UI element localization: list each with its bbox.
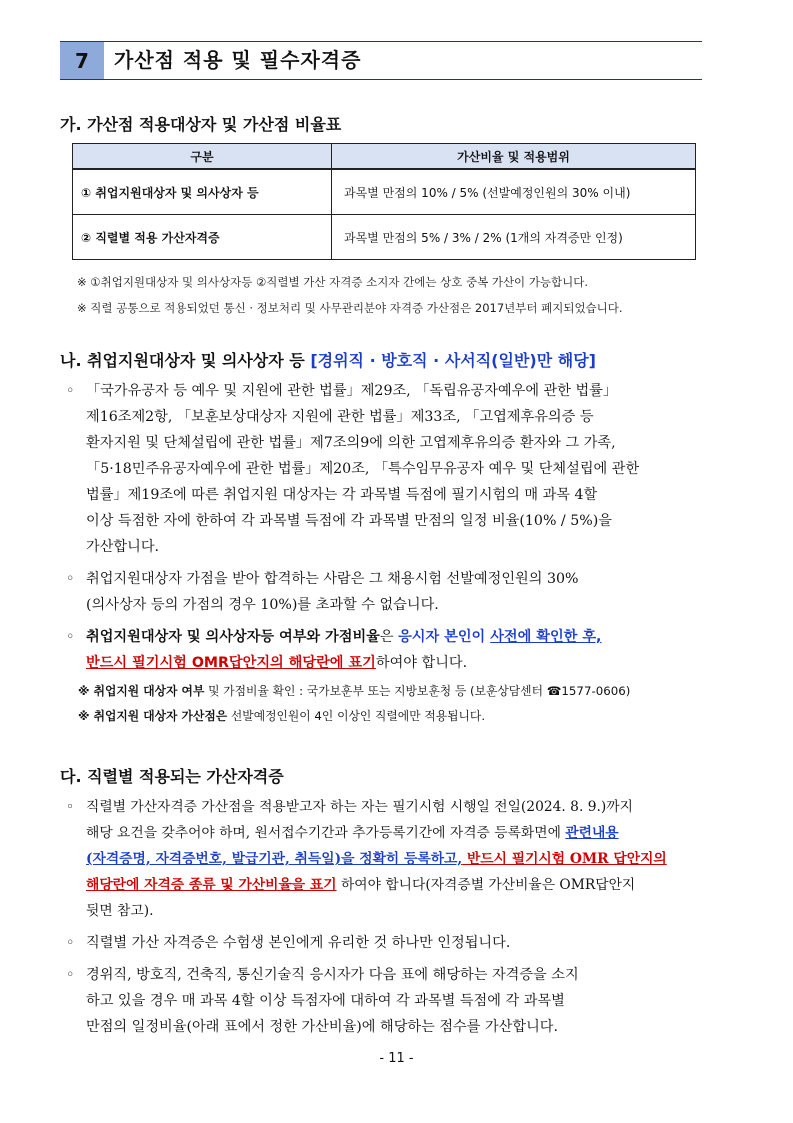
emphasis-blue-underline: 관련내용 — [565, 825, 619, 841]
text-line: 뒷면 참고). — [86, 903, 154, 919]
text-fragment: 하여야 합니다. — [375, 655, 468, 671]
text-line: 취업지원대상자 가점을 받아 합격하는 사람은 그 채용시험 선발예정인원의 30% — [86, 571, 579, 587]
text-line: 법률」제19조에 따른 취업지원 대상자는 각 과목별 득점에 필기시험의 매 과목 4할 — [86, 487, 598, 503]
part-c-paragraph-2 — [66, 930, 702, 956]
part-b-heading — [60, 348, 596, 371]
section-title: 가산점 적용 및 필수자격증 — [114, 48, 362, 72]
bullet: ◦ — [66, 799, 75, 815]
table-row — [73, 215, 696, 260]
emphasis-red-underline: 반드시 필기시험 OMR답안지의 해당란에 표기 — [86, 655, 376, 671]
paragraph-text — [86, 624, 702, 676]
text-fragment: 해당 요건을 갖추어야 하며, 원서접수기간과 추가등록기간에 자격증 등록화면에 — [86, 825, 566, 841]
table-header-row — [73, 144, 696, 170]
emphasis-blue-underline: 사전에 확인한 후, — [490, 629, 602, 645]
bonus-rate-table — [72, 143, 696, 260]
text-fragment: 은 — [379, 629, 399, 645]
text-line — [86, 846, 702, 872]
table-cell: 과목별 만점의 10% / 5% (선발예정인원의 30% 이내) — [332, 169, 696, 215]
paragraph-text: 직렬별 가산 자격증은 수험생 본인에게 유리한 것 하나만 인정됩니다. — [86, 935, 511, 951]
text-line: 만점의 일정비율(아래 표에서 정한 가산비율)에 해당하는 점수를 가산합니다. — [86, 1019, 559, 1035]
text-line — [86, 650, 702, 676]
paragraph-text — [86, 566, 702, 618]
text-line — [86, 624, 702, 650]
text-line: 하고 있을 경우 매 과목 4할 이상 득점자에 대하여 각 과목별 득점에 각 과목별 — [86, 993, 565, 1009]
emphasis-red-underline: 반드시 필기시험 OMR 답안지의 — [462, 851, 667, 867]
part-b-heading-text: 나. 취업지원대상자 및 의사상자 등 — [60, 351, 305, 370]
table-header-rate: 가산비율 및 적용범위 — [332, 144, 696, 170]
part-b-paragraph-1 — [66, 378, 702, 560]
part-b-note-2 — [78, 707, 485, 724]
emphasis-red-underline: 해당란에 자격증 종류 및 가산비율을 표기 — [86, 877, 337, 893]
note-bold: ※ 취업지원 대상자 가산점은 — [78, 709, 228, 723]
part-c-paragraph-1 — [66, 794, 702, 924]
bullet: ◦ — [66, 935, 75, 951]
table-note: ※ ①취업지원대상자 및 의사상자등 ②직렬별 가산 자격증 소지자 간에는 상호 중복 가산이 가능합니다. — [77, 275, 589, 289]
part-c-heading: 다. 직렬별 적용되는 가산자격증 — [60, 767, 284, 786]
table-cell: 과목별 만점의 5% / 3% / 2% (1개의 자격증만 인정) — [332, 215, 696, 260]
part-b-paragraph-2 — [66, 566, 702, 618]
part-b-heading-scope: [경위직 · 방호직 · 사서직(일반)만 해당] — [310, 351, 596, 370]
part-b-note-1 — [78, 682, 630, 699]
text-line — [86, 872, 702, 898]
section-bottom-rule — [60, 79, 702, 80]
bullet: ◦ — [66, 383, 75, 399]
part-c-paragraph-3 — [66, 962, 702, 1040]
bullet: ◦ — [66, 629, 75, 645]
emphasis-bold: 취업지원대상자 및 의사상자등 여부와 가점비율 — [86, 629, 380, 645]
paragraph-text — [86, 962, 702, 1040]
text-line: 경위직, 방호직, 건축직, 통신기술직 응시자가 다음 표에 해당하는 자격증을 소지 — [86, 967, 579, 983]
text-line: 환자지원 및 단체설립에 관한 법률」제7조의9에 의한 고엽제후유의증 환자와 그 가족, — [86, 435, 616, 451]
note-bold: ※ 취업지원 대상자 여부 — [78, 684, 205, 698]
text-line: 이상 득점한 자에 한하여 각 과목별 득점에 각 과목별 만점의 일정 비율(10% / 5%)을 — [86, 513, 612, 529]
table-row — [73, 169, 696, 215]
text-line: 제16조제2항, 「보훈보상대상자 지원에 관한 법률」제33조, 「고엽제후유의증 등 — [86, 409, 594, 425]
text-line: 가산합니다. — [86, 539, 160, 555]
text-line: 직렬별 가산자격증 가산점을 적용받고자 하는 자는 필기시험 시행일 전일(2024. 8. 9.)까지 — [86, 799, 633, 815]
section-number: 7 — [60, 42, 104, 79]
emphasis-blue-underline: (자격증명, 자격증번호, 발급기관, 취득일)을 정확히 등록하고, — [86, 851, 463, 867]
text-line: 「5·18민주유공자예우에 관한 법률」제20조, 「특수임무유공자 예우 및 단체설립에 관한 — [86, 461, 640, 477]
table-cell: ② 직렬별 적용 가산자격증 — [73, 215, 332, 260]
bullet: ◦ — [66, 571, 75, 587]
bullet: ◦ — [66, 967, 75, 983]
table-header-category: 구분 — [73, 144, 332, 170]
table-note: ※ 직렬 공통으로 적용되었던 통신 · 정보처리 및 사무관리분야 자격증 가산점은 2017년부터 폐지되었습니다. — [77, 301, 623, 315]
emphasis-blue: 응시자 본인이 — [398, 629, 491, 645]
note-text: 및 가점비율 확인 : 국가보훈부 또는 지방보훈청 등 (보훈상담센터 ☎1577-0606) — [204, 684, 631, 698]
text-line: 「국가유공자 등 예우 및 지원에 관한 법률」제29조, 「독립유공자예우에 관한 법률」 — [86, 383, 618, 399]
page-number: - 11 - — [379, 1051, 414, 1066]
text-fragment: 하여야 합니다(자격증별 가산비율은 OMR답안지 — [336, 877, 636, 893]
text-line: (의사상자 등의 가점의 경우 10%)를 초과할 수 없습니다. — [86, 597, 439, 613]
part-b-paragraph-3 — [66, 624, 702, 676]
note-text: 선발예정인원이 4인 이상인 직렬에만 적용됩니다. — [227, 709, 486, 723]
text-line — [86, 820, 702, 846]
paragraph-text — [86, 794, 702, 924]
part-a-heading: 가. 가산점 적용대상자 및 가산점 비율표 — [60, 115, 342, 134]
table-cell: ① 취업지원대상자 및 의사상자 등 — [73, 169, 332, 215]
paragraph-text — [86, 378, 702, 560]
